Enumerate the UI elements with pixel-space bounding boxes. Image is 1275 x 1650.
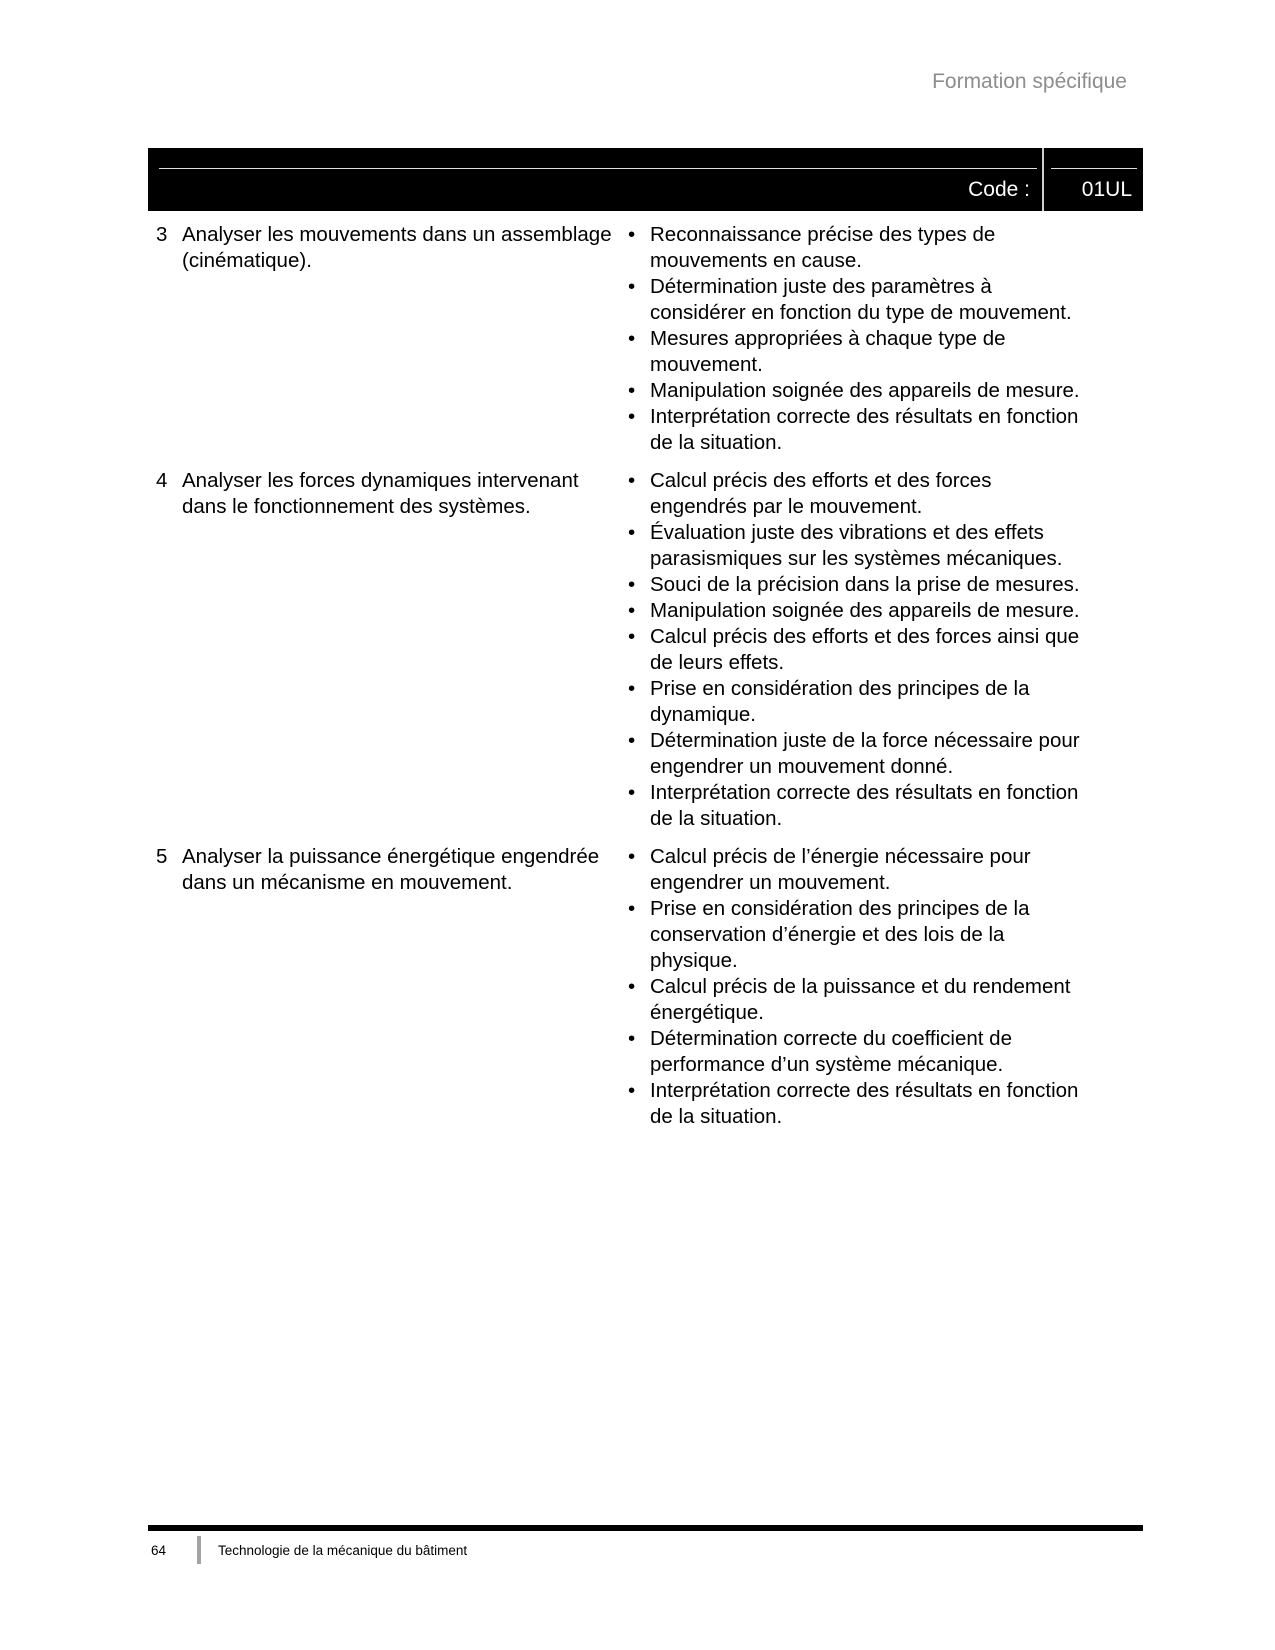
text-line: Manipulation soignée des appareils de mesure. xyxy=(650,379,1080,402)
criterion-text xyxy=(650,844,1121,896)
text-line: considérer en fonction du type de mouvement. xyxy=(650,301,1072,324)
criteria-list xyxy=(628,468,1121,832)
text-line: conservation d’énergie et des lois de la xyxy=(650,923,1005,946)
bullet-icon: • xyxy=(628,327,636,350)
footer-rule xyxy=(148,1525,1143,1531)
footer-separator-bar xyxy=(197,1536,201,1564)
text-line: dynamique. xyxy=(650,703,756,726)
criterion-text xyxy=(650,896,1121,974)
criterion-text xyxy=(650,326,1121,378)
bullet-icon: • xyxy=(628,379,636,402)
code-label-cell xyxy=(148,148,1042,211)
criterion-item xyxy=(628,404,1121,456)
page-number: 64 xyxy=(151,1542,167,1558)
text-line: de la situation. xyxy=(650,431,783,454)
bullet-icon: • xyxy=(628,975,636,998)
text-line: dans le fonctionnement des systèmes. xyxy=(182,495,531,518)
text-line: mouvement. xyxy=(650,353,763,376)
objective-number: 3 xyxy=(156,223,168,246)
text-line: performance d’un système mécanique. xyxy=(650,1053,1004,1076)
objective-row xyxy=(148,844,1143,1130)
code-value-cell xyxy=(1044,148,1143,211)
criterion-item xyxy=(628,728,1121,780)
objective-row xyxy=(148,468,1143,832)
criterion-text xyxy=(650,676,1121,728)
criterion-item xyxy=(628,844,1121,896)
bullet-icon: • xyxy=(628,573,636,596)
text-line: Prise en considération des principes de la xyxy=(650,897,1030,920)
text-line: mouvements en cause. xyxy=(650,249,862,272)
criterion-text xyxy=(650,728,1121,780)
bullet-icon: • xyxy=(628,1027,636,1050)
criterion-text xyxy=(650,974,1121,1026)
text-line: Interprétation correcte des résultats en fonction xyxy=(650,781,1079,804)
bullet-icon: • xyxy=(628,625,636,648)
criterion-item xyxy=(628,378,1121,404)
criterion-item xyxy=(628,520,1121,572)
text-line: Détermination juste de la force nécessaire pour xyxy=(650,729,1080,752)
code-header-bar xyxy=(148,148,1143,211)
bullet-icon: • xyxy=(628,223,636,246)
criterion-item xyxy=(628,1026,1121,1078)
objective-number: 5 xyxy=(156,845,168,868)
section-label: Formation spécifique xyxy=(932,70,1127,93)
text-line: Interprétation correcte des résultats en fonction xyxy=(650,1079,1079,1102)
objective-row xyxy=(148,222,1143,456)
text-line: de leurs effets. xyxy=(650,651,785,674)
text-line: Prise en considération des principes de la xyxy=(650,677,1030,700)
criterion-item xyxy=(628,326,1121,378)
text-line: Mesures appropriées à chaque type de xyxy=(650,327,1006,350)
objective-statement xyxy=(182,468,628,520)
objective-statement xyxy=(182,222,628,274)
criterion-text xyxy=(650,624,1121,676)
criteria-list xyxy=(628,222,1121,456)
objectives-table xyxy=(148,222,1143,1142)
criterion-item xyxy=(628,274,1121,326)
text-line: engendrer un mouvement donné. xyxy=(650,755,954,778)
criterion-text xyxy=(650,598,1121,624)
criterion-item xyxy=(628,896,1121,974)
code-label: Code : xyxy=(968,178,1030,201)
page-footer xyxy=(148,1536,1143,1564)
criterion-text xyxy=(650,378,1121,404)
text-line: dans un mécanisme en mouvement. xyxy=(182,871,513,894)
text-line: Manipulation soignée des appareils de mesure. xyxy=(650,599,1080,622)
criterion-item xyxy=(628,974,1121,1026)
criterion-item xyxy=(628,572,1121,598)
bullet-icon: • xyxy=(628,781,636,804)
objective-number: 4 xyxy=(156,469,168,492)
text-line: parasismiques sur les systèmes mécaniques. xyxy=(650,547,1063,570)
bullet-icon: • xyxy=(628,599,636,622)
criterion-item xyxy=(628,222,1121,274)
objective-statement xyxy=(182,844,628,896)
bullet-icon: • xyxy=(628,729,636,752)
text-line: Calcul précis de l’énergie nécessaire pour xyxy=(650,845,1031,868)
text-line: (cinématique). xyxy=(182,249,312,272)
bullet-icon: • xyxy=(628,677,636,700)
text-line: engendrés par le mouvement. xyxy=(650,495,923,518)
bullet-icon: • xyxy=(628,469,636,492)
criterion-text xyxy=(650,468,1121,520)
criterion-item xyxy=(628,624,1121,676)
text-line: Analyser les forces dynamiques intervenant xyxy=(182,469,579,492)
criterion-item xyxy=(628,780,1121,832)
bullet-icon: • xyxy=(628,897,636,920)
text-line: Analyser la puissance énergétique engendrée xyxy=(182,845,600,868)
bullet-icon: • xyxy=(628,1079,636,1102)
text-line: Détermination correcte du coefficient de xyxy=(650,1027,1012,1050)
criterion-item xyxy=(628,468,1121,520)
text-line: Calcul précis de la puissance et du rendement xyxy=(650,975,1071,998)
text-line: engendrer un mouvement. xyxy=(650,871,891,894)
code-value: 01UL xyxy=(1081,178,1132,201)
criterion-item xyxy=(628,1078,1121,1130)
criterion-text xyxy=(650,1078,1121,1130)
text-line: de la situation. xyxy=(650,1105,783,1128)
criterion-text xyxy=(650,780,1121,832)
bullet-icon: • xyxy=(628,275,636,298)
text-line: Reconnaissance précise des types de xyxy=(650,223,996,246)
criterion-text xyxy=(650,274,1121,326)
text-line: Évaluation juste des vibrations et des effets xyxy=(650,521,1044,544)
criterion-text xyxy=(650,1026,1121,1078)
bullet-icon: • xyxy=(628,845,636,868)
criterion-text xyxy=(650,404,1121,456)
text-line: de la situation. xyxy=(650,807,783,830)
text-line: Souci de la précision dans la prise de mesures. xyxy=(650,573,1080,596)
text-line: Analyser les mouvements dans un assemblage xyxy=(182,223,612,246)
text-line: Interprétation correcte des résultats en fonction xyxy=(650,405,1079,428)
criteria-list xyxy=(628,844,1121,1130)
text-line: Détermination juste des paramètres à xyxy=(650,275,992,298)
text-line: physique. xyxy=(650,949,738,972)
text-line: Calcul précis des efforts et des forces ainsi que xyxy=(650,625,1080,648)
text-line: énergétique. xyxy=(650,1001,764,1024)
criterion-text xyxy=(650,572,1121,598)
criterion-item xyxy=(628,598,1121,624)
text-line: Calcul précis des efforts et des forces xyxy=(650,469,992,492)
program-title: Technologie de la mécanique du bâtiment xyxy=(218,1542,468,1558)
bullet-icon: • xyxy=(628,521,636,544)
criterion-text xyxy=(650,222,1121,274)
bullet-icon: • xyxy=(628,405,636,428)
criterion-item xyxy=(628,676,1121,728)
criterion-text xyxy=(650,520,1121,572)
